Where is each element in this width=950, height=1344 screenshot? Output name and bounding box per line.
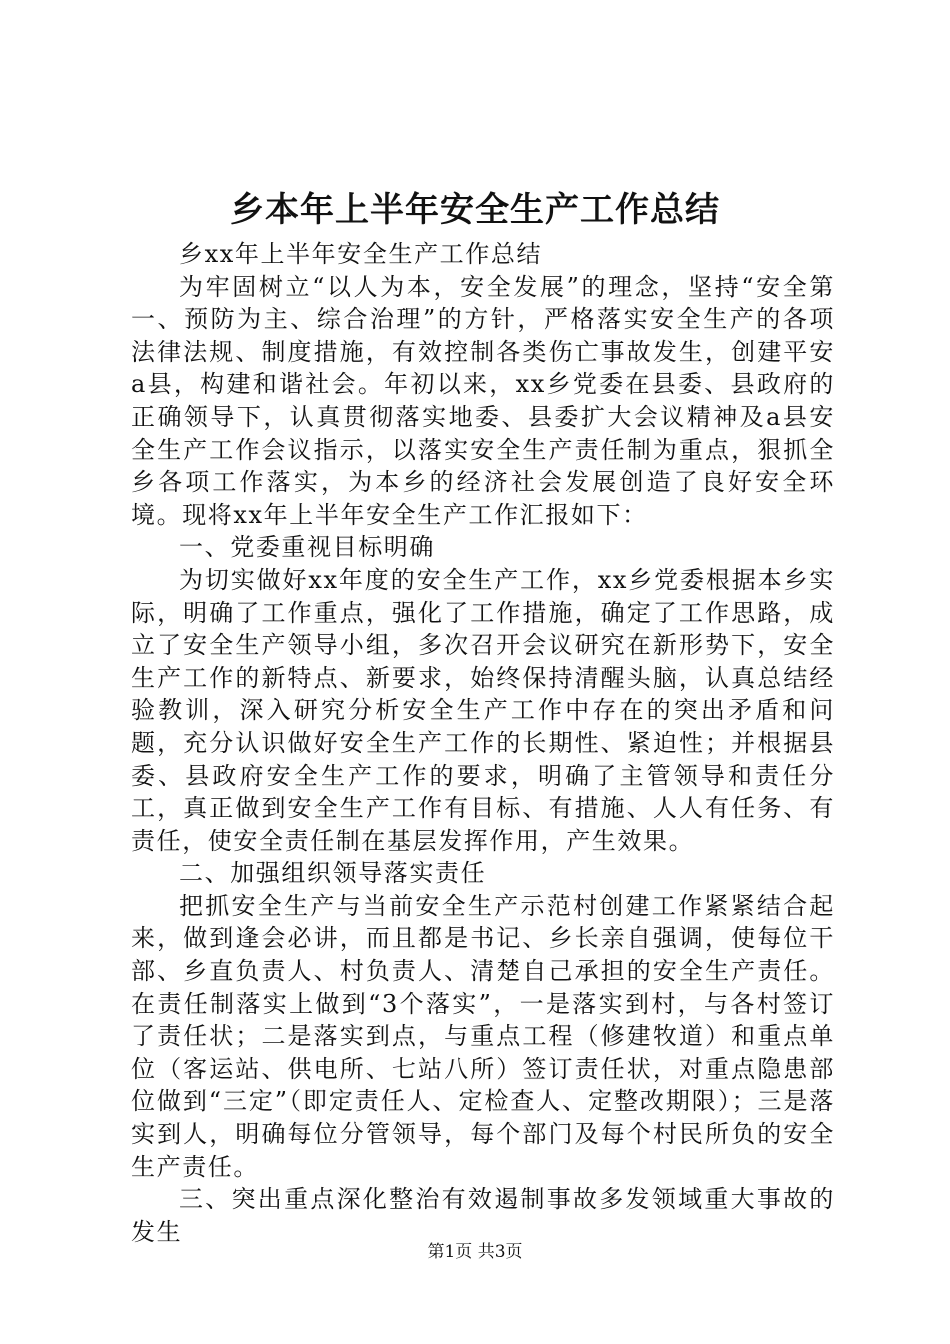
section-heading-2: 二、加强组织领导落实责任 xyxy=(179,859,487,888)
section-2-paragraph: 把抓安全生产与当前安全生产示范村创建工作紧紧结合起来，做到逢会必讲，而且都是书记、乡长亲自强调，使每位干部、乡直负责人、村负责人、清楚自己承担的安全生产责任。在责任制落实上做到“3个落实”，一是落实到村，与各村签订了责任状；二是落实到点，与重点工程（修建牧道）和重点单位（客运站、供电所、七站八所）签订责任状，对重点隐患部位做到“三定”（即定责任人、定检查人、定整改期限）；三是落实到人，明确每位分管领导，每个部门及每个村民所负的安全生产责任。 xyxy=(131,891,835,1181)
section-heading-3: 三、突出重点深化整治有效遏制事故多发领域重大事故的发生 xyxy=(131,1185,835,1246)
document-title: 乡本年上半年安全生产工作总结 xyxy=(230,190,720,230)
section-1-paragraph: 为切实做好xx年度的安全生产工作，xx乡党委根据本乡实际，明确了工作重点，强化了工作措施，确定了工作思路，成立了安全生产领导小组，多次召开会议研究在新形势下，安全生产工作的新特点、新要求，始终保持清醒头脑，认真总结经验教训，深入研究分析安全生产工作中存在的突出矛盾和问题，充分认识做好安全生产工作的长期性、紧迫性；并根据县委、县政府安全生产工作的要求，明确了主管领导和责任分工，真正做到安全生产工作有目标、有措施、人人有任务、有责任，使安全责任制在基层发挥作用，产生效果。 xyxy=(131,565,835,855)
page-footer: 第1页 共3页 xyxy=(427,1242,523,1262)
intro-paragraph: 为牢固树立“以人为本，安全发展”的理念，坚持“安全第一、预防为主、综合治理”的方针，严格落实安全生产的各项法律法规、制度措施，有效控制各类伤亡事故发生，创建平安a县，构建和谐社会。年初以来，xx乡党委在县委、县政府的正确领导下，认真贯彻落实地委、县委扩大会议精神及a县安全生产工作会议指示，以落实安全生产责任制为重点，狠抓全乡各项工作落实，为本乡的经济社会发展创造了良好安全环境。现将xx年上半年安全生产工作汇报如下： xyxy=(131,272,835,529)
document-body xyxy=(131,238,835,1248)
section-heading-1: 一、党委重视目标明确 xyxy=(179,533,435,562)
subtitle-paragraph: 乡xx年上半年安全生产工作总结 xyxy=(179,240,543,268)
